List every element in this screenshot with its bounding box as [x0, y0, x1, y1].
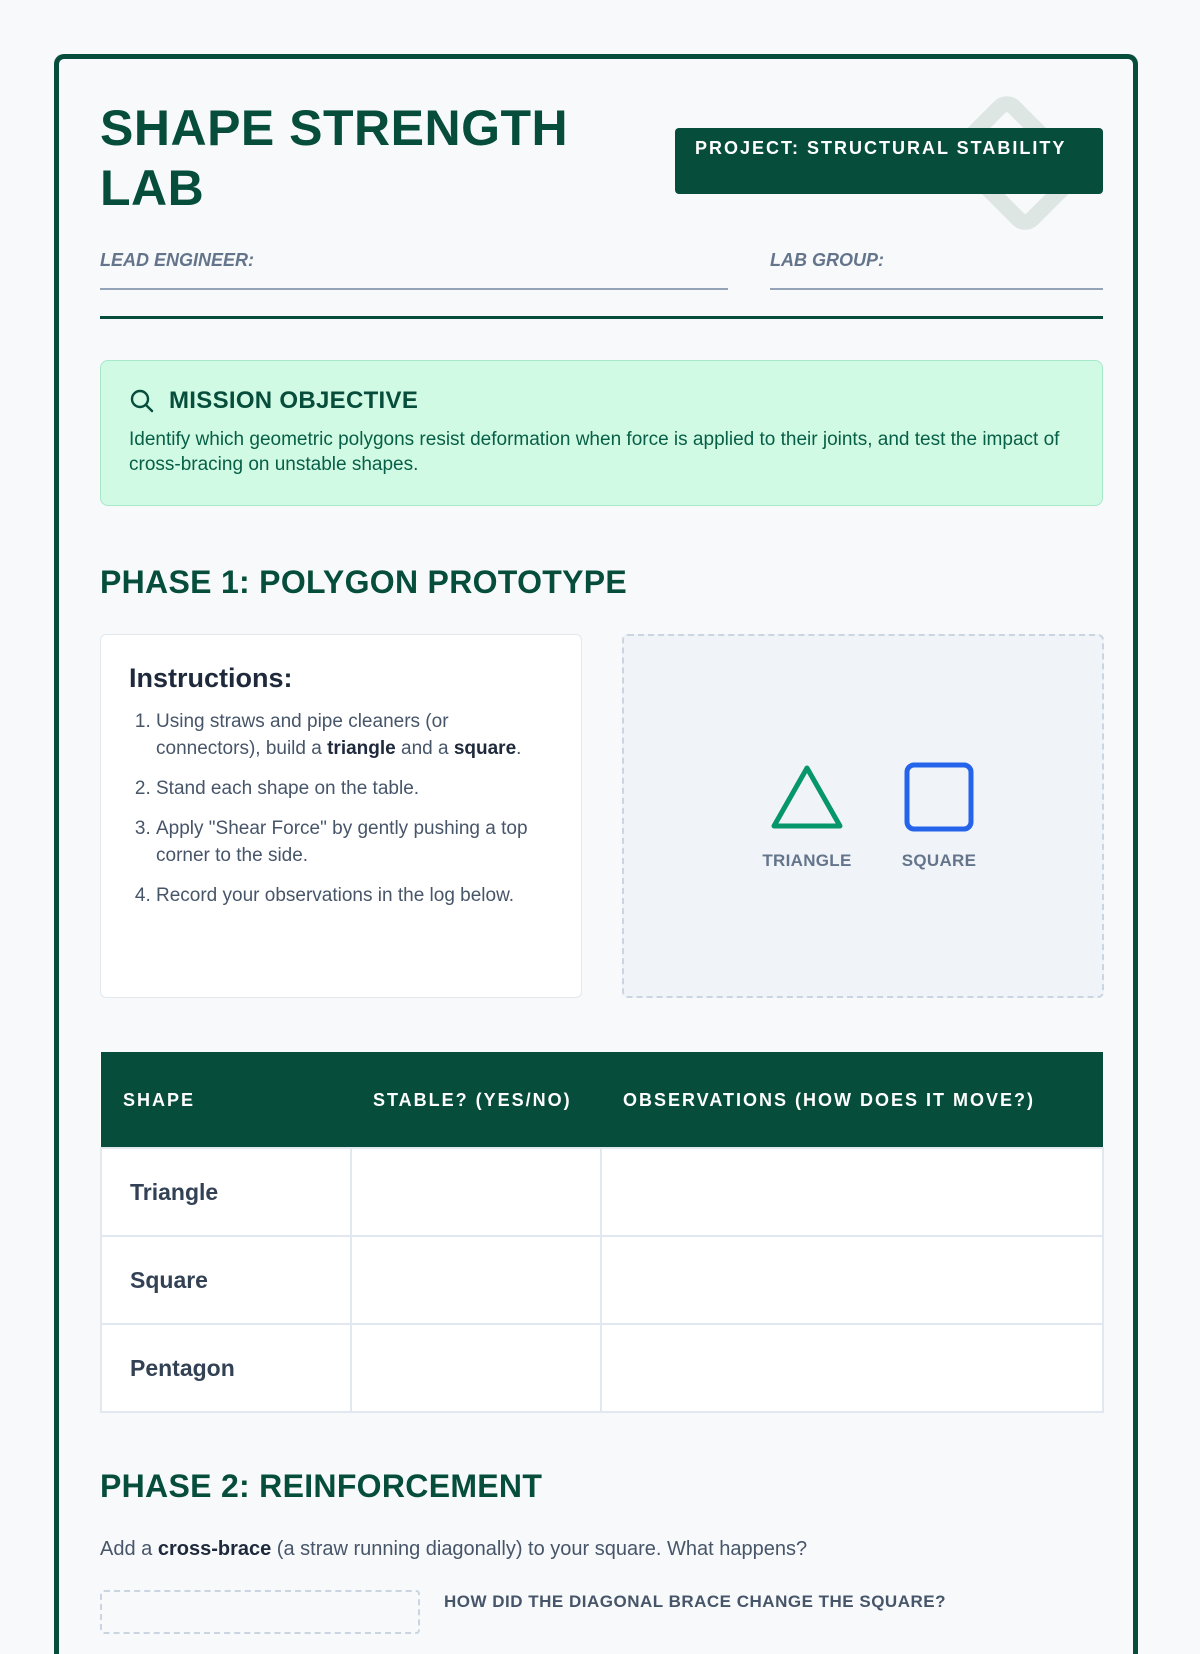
page-title: SHAPE STRENGTH LAB: [100, 100, 569, 216]
instruction-step: 1. Using straws and pipe cleaners (or connectors), build a triangle and a square.: [156, 708, 553, 762]
instructions-list: [129, 708, 553, 909]
stable-input-cell[interactable]: [351, 1236, 601, 1324]
lab-group-label: LAB GROUP:: [770, 250, 884, 270]
instruction-step: 3. Apply "Shear Force" by gently pushing a top corner to the side.: [156, 815, 553, 869]
project-badge: PROJECT: STRUCTURAL STABILITY: [675, 128, 1103, 194]
header-divider: [100, 316, 1103, 319]
table-row: [101, 1236, 1103, 1324]
instructions-title: Instructions:: [129, 663, 293, 693]
shape-cell: Triangle: [101, 1148, 351, 1236]
triangle-label: TRIANGLE: [762, 851, 852, 870]
mission-objective-box: [100, 360, 1103, 506]
table-header-stable: STABLE? (YES/NO): [351, 1052, 601, 1148]
table-row: [101, 1324, 1103, 1412]
observation-input-cell[interactable]: [601, 1324, 1103, 1412]
observation-input-cell[interactable]: [601, 1148, 1103, 1236]
sketch-box[interactable]: [100, 1590, 420, 1634]
instruction-step: 4. Record your observations in the log below.: [156, 882, 553, 909]
lab-group-field[interactable]: [770, 288, 1103, 290]
shape-diagram-panel: [622, 634, 1104, 998]
triangle-shape: [752, 762, 862, 871]
mission-text: Identify which geometric polygons resist deformation when force is applied to their joints, and test the impact of cross-bracing on unstable shapes.: [129, 429, 1060, 475]
stable-input-cell[interactable]: [351, 1148, 601, 1236]
shape-cell: Pentagon: [101, 1324, 351, 1412]
search-icon: [129, 388, 155, 414]
phase1-title: PHASE 1: POLYGON PROTOTYPE: [100, 564, 628, 600]
table-header-observations: OBSERVATIONS (HOW DOES IT MOVE?): [601, 1052, 1103, 1148]
table-header-shape: SHAPE: [101, 1052, 351, 1148]
observation-input-cell[interactable]: [601, 1236, 1103, 1324]
square-label: SQUARE: [901, 851, 977, 870]
shape-cell: Square: [101, 1236, 351, 1324]
instructions-card: [100, 634, 582, 998]
stable-input-cell[interactable]: [351, 1324, 601, 1412]
phase2-title: PHASE 2: REINFORCEMENT: [100, 1468, 543, 1504]
phase2-instruction: Add a cross-brace (a straw running diagonally) to your square. What happens?: [100, 1538, 808, 1560]
lead-engineer-field[interactable]: [100, 288, 728, 290]
mission-title: MISSION OBJECTIVE: [169, 387, 419, 414]
observation-table: [100, 1052, 1104, 1413]
table-row: [101, 1148, 1103, 1236]
brace-question: HOW DID THE DIAGONAL BRACE CHANGE THE SQUARE?: [444, 1592, 946, 1611]
square-shape: [884, 762, 994, 871]
square-icon: [901, 762, 977, 832]
triangle-icon: [769, 762, 845, 832]
lead-engineer-label: LEAD ENGINEER:: [100, 250, 255, 270]
instruction-step: 2. Stand each shape on the table.: [156, 775, 553, 802]
